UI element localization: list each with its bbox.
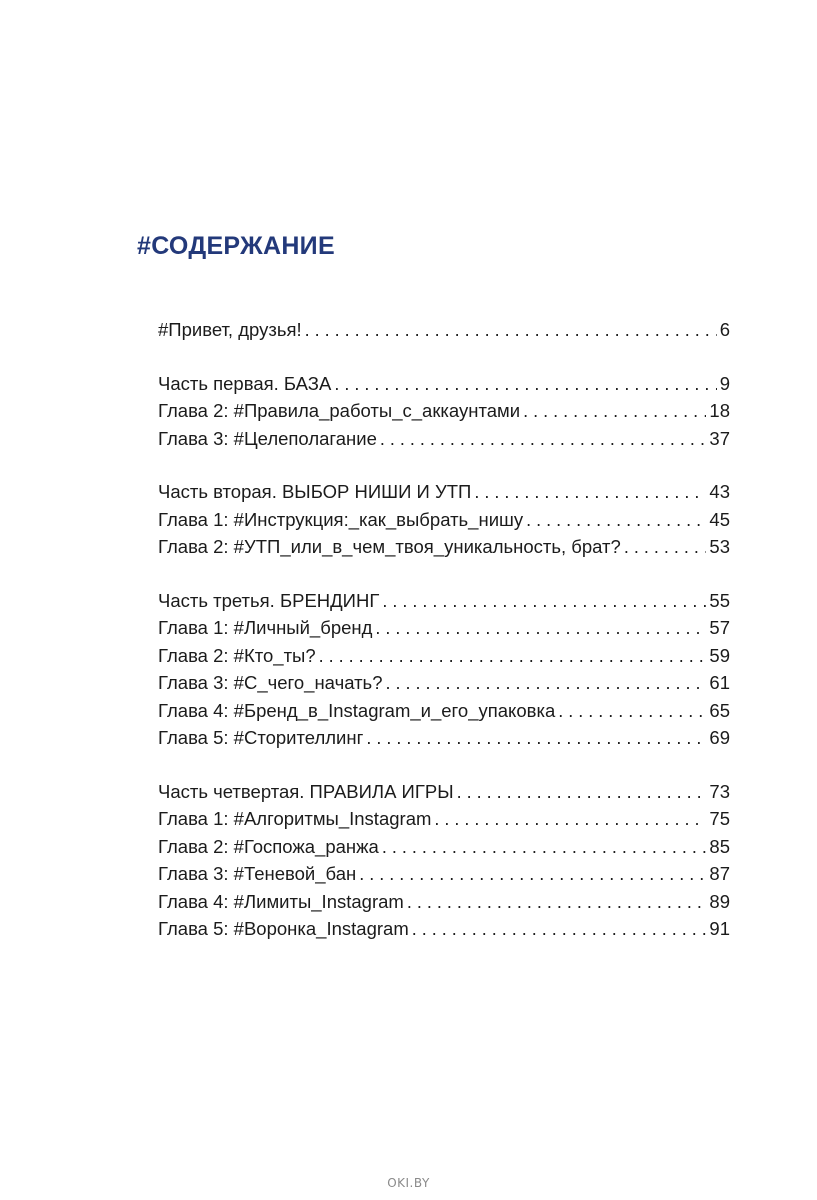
toc-entry-title: Глава 2: #Кто_ты?: [158, 644, 316, 666]
toc-entry-page-number: 57: [709, 617, 730, 638]
dot-leader: [334, 371, 716, 399]
dot-leader: [319, 643, 707, 671]
toc-entry-page-number: 6: [719, 319, 730, 340]
dot-leader: [407, 889, 707, 917]
toc-entry-page-number: 65: [709, 699, 730, 721]
dot-leader: [366, 725, 706, 753]
toc-entry[interactable]: [158, 370, 730, 398]
toc-entry-page-number: 89: [709, 890, 730, 912]
dot-leader: [305, 317, 717, 345]
toc-entry-title: Часть четвертая. ПРАВИЛА ИГРЫ: [158, 780, 454, 802]
dot-leader: [457, 779, 707, 807]
toc-entry[interactable]: [158, 669, 730, 697]
toc-entry[interactable]: [158, 915, 730, 943]
toc-entry[interactable]: [158, 833, 730, 861]
toc-entry[interactable]: [158, 860, 730, 888]
toc-entry[interactable]: [158, 587, 730, 615]
toc-entry-page-number: 18: [709, 400, 730, 421]
dot-leader: [380, 426, 707, 454]
toc-entry[interactable]: [158, 697, 730, 725]
toc-entry[interactable]: [158, 397, 730, 425]
toc-group: [158, 778, 730, 943]
toc-entry-page-number: 45: [709, 508, 730, 530]
toc-entry-title: Глава 1: #Личный_бренд: [158, 617, 373, 638]
toc-entry-page-number: 69: [709, 727, 730, 748]
table-of-contents: [158, 316, 730, 969]
toc-entry-page-number: 37: [709, 427, 730, 449]
toc-entry-page-number: 85: [709, 835, 730, 857]
toc-entry-title: Глава 3: #С_чего_начать?: [158, 672, 383, 693]
toc-entry-title: Часть первая. БАЗА: [158, 372, 332, 394]
toc-entry-title: Глава 3: #Теневой_бан: [158, 863, 357, 884]
dot-leader: [359, 861, 706, 889]
dot-leader: [375, 615, 706, 643]
toc-entry-title: Глава 3: #Целеполагание: [158, 427, 377, 449]
toc-entry-title: Глава 2: #Правила_работы_с_аккаунтами: [158, 400, 521, 421]
dot-leader: [434, 806, 706, 834]
toc-entry-page-number: 87: [709, 863, 730, 884]
toc-entry-page-number: 53: [709, 536, 730, 557]
toc-entry[interactable]: [158, 724, 730, 752]
toc-entry-page-number: 9: [719, 372, 730, 394]
toc-entry[interactable]: [158, 425, 730, 453]
toc-entry-title: Глава 2: #Госпожа_ранжа: [158, 835, 379, 857]
toc-entry[interactable]: [158, 478, 730, 506]
dot-leader: [526, 507, 706, 535]
toc-entry-title: Часть третья. БРЕНДИНГ: [158, 589, 380, 611]
toc-group: [158, 370, 730, 453]
toc-entry-page-number: 61: [709, 672, 730, 693]
toc-entry-page-number: 43: [709, 481, 730, 502]
toc-entry-page-number: 91: [709, 918, 730, 939]
toc-entry[interactable]: [158, 805, 730, 833]
toc-entry[interactable]: [158, 533, 730, 561]
dot-leader: [382, 588, 706, 616]
toc-entry[interactable]: [158, 506, 730, 534]
dot-leader: [385, 670, 706, 698]
page-title: #СОДЕРЖАНИЕ: [137, 232, 335, 260]
toc-entry-page-number: 73: [709, 780, 730, 802]
toc-entry-title: Глава 5: #Сторителлинг: [158, 727, 364, 748]
toc-entry[interactable]: [158, 778, 730, 806]
toc-entry[interactable]: [158, 642, 730, 670]
toc-entry-title: Глава 2: #УТП_или_в_чем_твоя_уникальность, брат?: [158, 536, 621, 557]
watermark: OKI.BY: [387, 1176, 430, 1190]
dot-leader: [523, 398, 706, 426]
toc-entry-title: Глава 5: #Воронка_Instagram: [158, 918, 409, 939]
dot-leader: [382, 834, 707, 862]
toc-entry-title: #Привет, друзья!: [158, 319, 302, 340]
dot-leader: [412, 916, 707, 944]
toc-entry-title: Часть вторая. ВЫБОР НИШИ И УТП: [158, 481, 472, 502]
toc-entry-page-number: 75: [709, 808, 730, 829]
toc-entry[interactable]: [158, 316, 730, 344]
toc-entry-title: Глава 1: #Алгоритмы_Instagram: [158, 808, 432, 829]
toc-group: [158, 587, 730, 752]
toc-entry[interactable]: [158, 888, 730, 916]
toc-entry[interactable]: [158, 614, 730, 642]
toc-entry-title: Глава 4: #Бренд_в_Instagram_и_его_упаковка: [158, 699, 556, 721]
toc-entry-title: Глава 4: #Лимиты_Instagram: [158, 890, 404, 912]
toc-group: [158, 478, 730, 561]
toc-group: [158, 316, 730, 344]
dot-leader: [624, 534, 707, 562]
dot-leader: [474, 479, 706, 507]
dot-leader: [558, 698, 706, 726]
toc-entry-page-number: 55: [709, 589, 730, 611]
toc-entry-title: Глава 1: #Инструкция:_как_выбрать_нишу: [158, 508, 524, 530]
toc-entry-page-number: 59: [709, 644, 730, 666]
